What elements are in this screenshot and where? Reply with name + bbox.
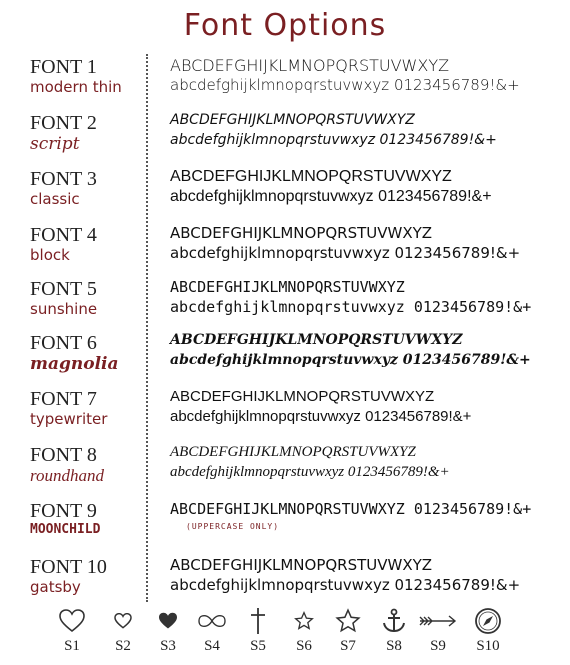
font-option-9[interactable]: [0, 500, 570, 556]
lowercase-sample: abcdefghijklmnopqrstuvwxyz 0123456789!&+: [170, 298, 532, 316]
font-label: FONT 10: [30, 556, 107, 578]
symbol-option-s4[interactable]: [190, 608, 234, 655]
font-name: roundhand: [30, 466, 104, 485]
uppercase-sample: ABCDEFGHIJKLMNOPQRSTUVWXYZ: [170, 444, 416, 460]
symbol-label: S4: [204, 638, 220, 654]
font-label: FONT 9: [30, 500, 97, 522]
uppercase-sample: ABCDEFGHIJKLMNOPQRSTUVWXYZ: [170, 168, 452, 185]
symbol-option-s6[interactable]: [282, 608, 326, 655]
lowercase-sample: abcdefghijklmnopqrstuvwxyz 0123456789!&+: [170, 188, 492, 205]
symbol-option-s9[interactable]: [416, 608, 460, 655]
font-option-2[interactable]: [0, 112, 570, 168]
font-label: FONT 1: [30, 56, 97, 78]
font-option-5[interactable]: [0, 278, 570, 334]
font-name: modern thin: [30, 78, 122, 96]
font-name: block: [30, 246, 70, 264]
uppercase-sample: ABCDEFGHIJKLMNOPQRSTUVWXYZ: [170, 278, 405, 296]
uppercase-sample: ABCDEFGHIJKLMNOPQRSTUVWXYZ 0123456789!&+: [170, 500, 532, 518]
symbol-label: S5: [250, 638, 266, 654]
page-title: Font Options: [183, 8, 387, 43]
lowercase-sample: abcdefghijklmnopqrstuvwxyz 0123456789!&+: [170, 76, 520, 94]
symbol-label: S10: [476, 638, 500, 654]
font-name: script: [30, 134, 80, 154]
font-label: FONT 5: [30, 278, 97, 300]
font-label: FONT 6: [30, 332, 97, 354]
symbol-option-s1[interactable]: [50, 608, 94, 655]
symbol-label: S9: [430, 638, 446, 654]
uppercase-sample: ABCDEFGHIJKLMNOPQRSTUVWXYZ: [170, 56, 450, 75]
lowercase-sample: abcdefghijklmnopqrstuvwxyz 0123456789!&+: [170, 408, 472, 425]
symbol-option-s3[interactable]: [146, 608, 190, 655]
lowercase-sample: abcdefghijklmnopqrstuvwxyz 0123456789!&+: [170, 352, 531, 368]
font-name: gatsby: [30, 578, 81, 596]
uppercase-sample: ABCDEFGHIJKLMNOPQRSTUVWXYZ: [170, 332, 463, 348]
arrow-icon: [416, 608, 460, 634]
heart-outline-icon: [50, 608, 94, 634]
uppercase-sample: ABCDEFGHIJKLMNOPQRSTUVWXYZ: [170, 388, 435, 405]
font-label: FONT 2: [30, 112, 97, 134]
font-name: MOONCHILD: [30, 522, 101, 537]
lowercase-sample: abcdefghijklmnopqrstuvwxyz 0123456789!&+: [170, 132, 497, 148]
lowercase-sample: abcdefghijklmnopqrstuvwxyz 0123456789!&+: [170, 576, 521, 594]
font-name: sunshine: [30, 300, 98, 318]
font-label: FONT 3: [30, 168, 97, 190]
small-heart-outline-icon: [101, 608, 145, 634]
symbol-label: S1: [64, 638, 80, 654]
font-label: FONT 7: [30, 388, 97, 410]
font-option-1[interactable]: [0, 56, 570, 112]
font-name: typewriter: [30, 410, 108, 428]
font-option-6[interactable]: [0, 332, 570, 388]
symbol-label: S6: [296, 638, 312, 654]
font-option-8[interactable]: [0, 444, 570, 500]
font-label: FONT 8: [30, 444, 97, 466]
heart-filled-icon: [146, 608, 190, 634]
font-name: classic: [30, 190, 80, 208]
lowercase-sample: abcdefghijklmnopqrstuvwxyz 0123456789!&+: [170, 464, 450, 480]
font-label: FONT 4: [30, 224, 97, 246]
lowercase-sample: abcdefghijklmnopqrstuvwxyz 0123456789!&+: [170, 244, 521, 262]
uppercase-sample: ABCDEFGHIJKLMNOPQRSTUVWXYZ: [170, 556, 433, 574]
symbol-options: [0, 608, 570, 665]
compass-icon: [466, 608, 510, 634]
symbol-option-s5[interactable]: [236, 608, 280, 655]
cross-icon: [236, 608, 280, 634]
symbol-option-s2[interactable]: [101, 608, 145, 655]
star-outline-icon: [326, 608, 370, 634]
font-option-4[interactable]: [0, 224, 570, 280]
uppercase-only-note: (UPPERCASE ONLY): [186, 522, 280, 531]
infinity-icon: [190, 608, 234, 634]
small-star-outline-icon: [282, 608, 326, 634]
symbol-option-s8[interactable]: [372, 608, 416, 655]
symbol-label: S7: [340, 638, 356, 654]
symbol-label: S3: [160, 638, 176, 654]
font-option-7[interactable]: [0, 388, 570, 444]
font-option-10[interactable]: [0, 556, 570, 612]
symbol-label: S8: [386, 638, 402, 654]
font-name: magnolia: [30, 354, 119, 374]
symbol-option-s10[interactable]: [466, 608, 510, 655]
anchor-icon: [372, 608, 416, 634]
symbol-option-s7[interactable]: [326, 608, 370, 655]
symbol-label: S2: [115, 638, 131, 654]
uppercase-sample: ABCDEFGHIJKLMNOPQRSTUVWXYZ: [170, 112, 415, 128]
uppercase-sample: ABCDEFGHIJKLMNOPQRSTUVWXYZ: [170, 224, 433, 242]
font-option-3[interactable]: [0, 168, 570, 224]
